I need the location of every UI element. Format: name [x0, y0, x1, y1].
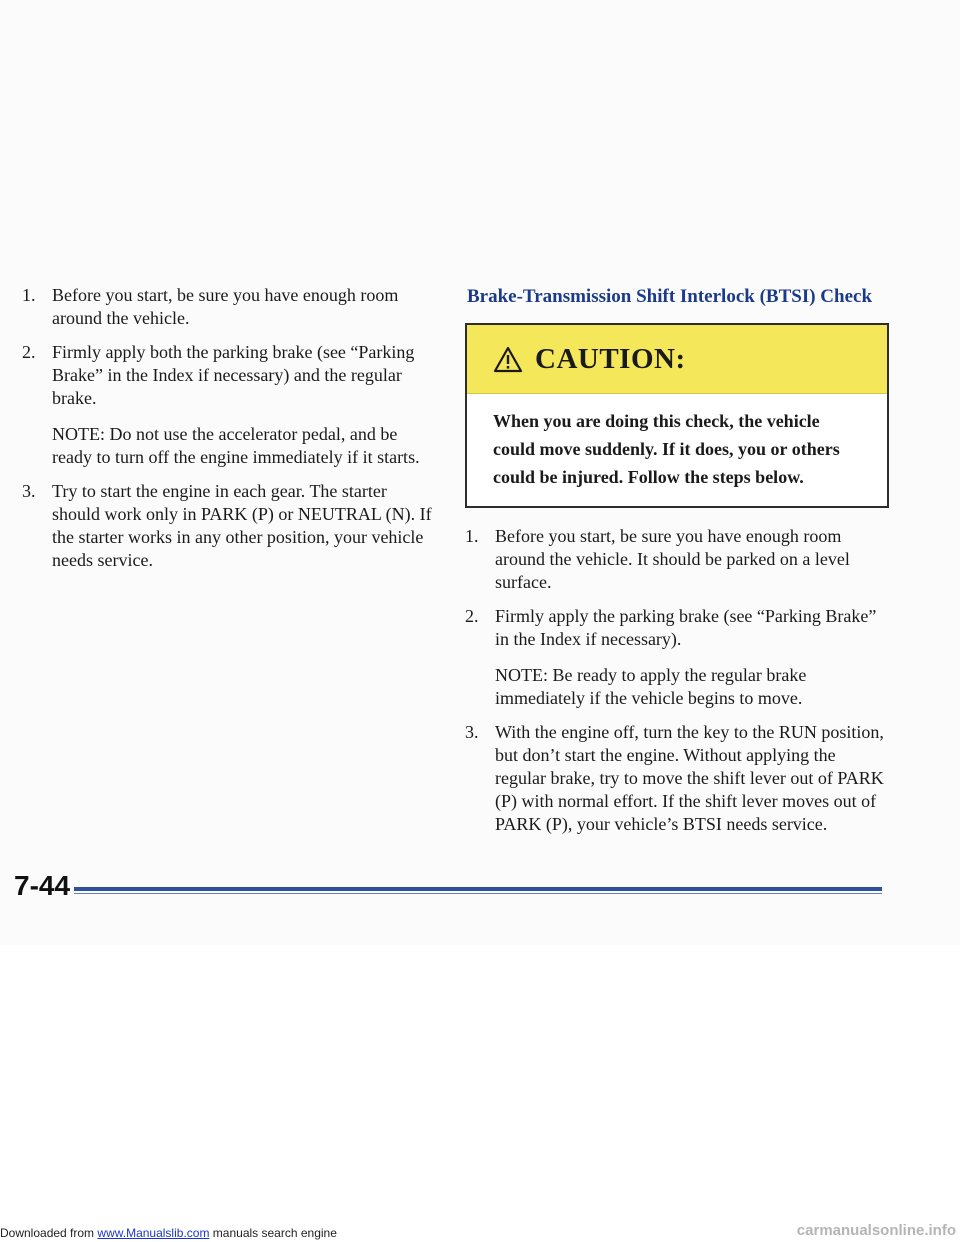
page-number: 7-44 — [14, 870, 74, 902]
list-item — [465, 721, 885, 836]
list-item — [22, 480, 432, 572]
caution-title: CAUTION: — [535, 342, 686, 375]
section-heading: Brake-Transmission Shift Interlock (BTSI) Check — [467, 286, 873, 307]
download-prefix: Downloaded from — [0, 1226, 95, 1240]
step-text: Firmly apply the parking brake (see “Parking Brake” in the Index if necessary). — [495, 606, 877, 649]
step-text: Before you start, be sure you have enough room around the vehicle. — [52, 285, 399, 328]
step-number: 1. — [465, 526, 479, 546]
step-number: 1. — [22, 285, 36, 305]
caution-header — [467, 325, 887, 394]
step-text: Before you start, be sure you have enough room around the vehicle. It should be parked on a level surface. — [495, 526, 850, 592]
download-suffix: manuals search engine — [212, 1226, 337, 1240]
list-item — [22, 284, 432, 330]
step-note: NOTE: Do not use the accelerator pedal, and be ready to turn off the engine immediately if it starts. — [52, 424, 420, 467]
left-steps-list — [22, 284, 432, 572]
step-text: With the engine off, turn the key to the RUN position, but don’t start the engine. Without applying the regular brake, try to move the shift lever out of PARK (P) with normal effort. If the shift lever moves out of PARK (P), your vehicle’s BTSI needs service. — [495, 722, 884, 834]
step-number: 2. — [22, 342, 36, 362]
list-item — [22, 341, 432, 469]
step-note: NOTE: Be ready to apply the regular brake immediately if the vehicle begins to move. — [495, 665, 807, 708]
left-column — [22, 284, 432, 583]
list-item — [465, 525, 885, 594]
manualslib-link[interactable]: www.Manualslib.com — [97, 1226, 210, 1240]
right-steps-list — [465, 525, 885, 836]
step-text: Try to start the engine in each gear. The starter should work only in PARK (P) or NEUTRAL (N). If the starter works in any other position, your vehicle needs service. — [52, 481, 432, 570]
list-item — [465, 605, 885, 710]
step-number: 2. — [465, 606, 479, 626]
caution-box — [465, 323, 889, 508]
caution-text: When you are doing this check, the vehicle could move suddenly. If it does, you or others could be injured. Follow the steps below. — [493, 411, 840, 487]
step-number: 3. — [465, 722, 479, 742]
footer-rule — [60, 887, 882, 891]
footer-rule-thin — [60, 893, 882, 894]
right-column — [465, 284, 885, 847]
step-text: Firmly apply both the parking brake (see “Parking Brake” in the Index if necessary) and the regular brake. — [52, 342, 415, 408]
warning-triangle-icon — [493, 346, 523, 373]
watermark: carmanualsonline.info — [796, 1222, 956, 1239]
download-source-bar — [0, 1226, 337, 1240]
step-number: 3. — [22, 481, 36, 501]
